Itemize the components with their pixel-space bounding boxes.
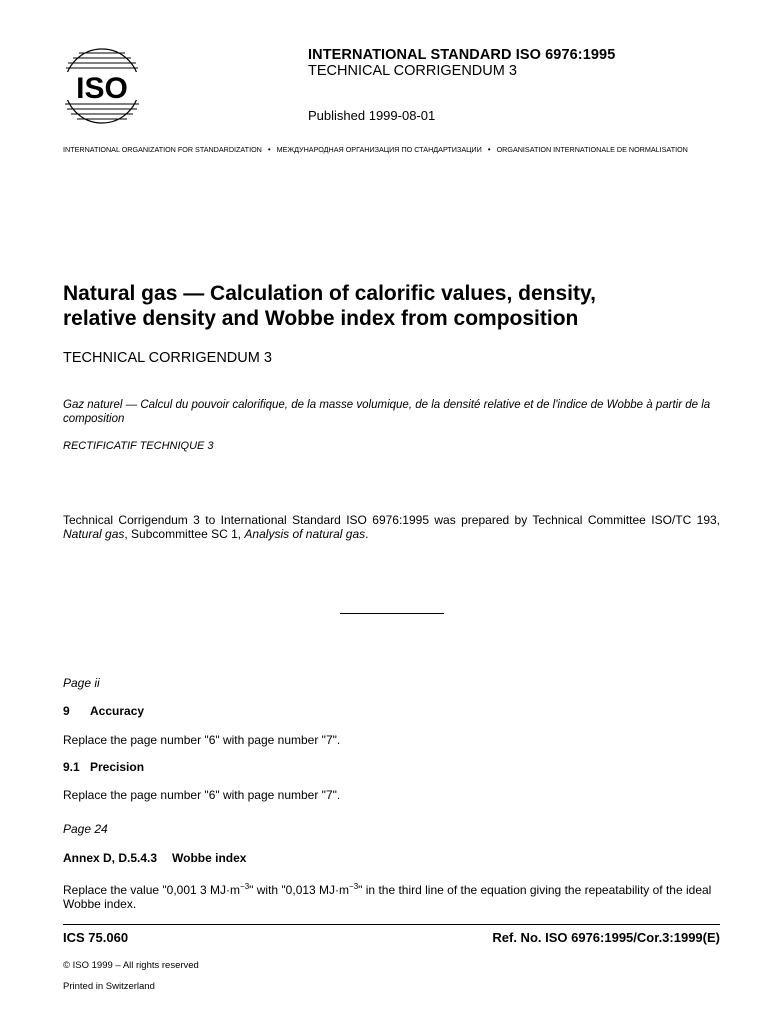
section-9-1-title: Precision	[90, 760, 145, 774]
prep-italic-1: Natural gas	[63, 527, 125, 541]
footer-rule	[63, 924, 720, 925]
copyright-notice: © ISO 1999 – All rights reserved	[63, 960, 199, 971]
document-title	[63, 281, 723, 331]
section-9-title: Accuracy	[90, 704, 145, 718]
section-divider	[340, 613, 444, 614]
annex-text-c: " in the third line of the equation giving the repeatability of the ideal Wobbe index.	[63, 883, 712, 911]
annex-reference: Annex D, D.5.4.3	[63, 851, 158, 865]
annex-title: Wobbe index	[172, 851, 247, 865]
annex-text	[63, 880, 720, 911]
section-9-1-text: Replace the page number "6" with page number "7".	[63, 788, 341, 802]
reference-number: Ref. No. ISO 6976:1995/Cor.3:1999(E)	[492, 930, 720, 945]
ics-code: ICS 75.060	[63, 930, 129, 945]
section-9-1-number: 9.1	[63, 760, 80, 774]
org-separator: •	[267, 145, 271, 154]
standard-number: INTERNATIONAL STANDARD ISO 6976:1995	[308, 47, 616, 63]
prep-text-1: Technical Corrigendum 3 to International Standard ISO 6976:1995 was prepared by Technical Committee ISO/TC 193,	[63, 513, 720, 527]
prep-text-2: , Subcommittee SC 1,	[124, 527, 245, 541]
published-date: Published 1999-08-01	[308, 108, 436, 123]
annex-text-b: " with "0,013 MJ·m	[249, 883, 350, 897]
organization-line	[63, 145, 723, 154]
annex-sup-a: −3	[240, 882, 250, 891]
section-9-text: Replace the page number "6" with page number "7".	[63, 733, 341, 747]
page-ref-ii: Page ii	[63, 676, 100, 690]
preparation-statement	[63, 513, 720, 541]
french-title: Gaz naturel — Calcul du pouvoir calorifique, de la masse volumique, de la densité relative et de l'indice de Wobbe à partir de la composition	[63, 399, 711, 425]
corrigendum-label: TECHNICAL CORRIGENDUM 3	[308, 63, 517, 79]
annex-sup-b: −3	[349, 882, 359, 891]
document-subtitle: TECHNICAL CORRIGENDUM 3	[63, 350, 272, 366]
prep-italic-2: Analysis of natural gas	[244, 527, 366, 541]
org-name-en: INTERNATIONAL ORGANIZATION FOR STANDARDIZATION	[63, 145, 262, 154]
title-line-1: Natural gas — Calculation of calorific values, density,	[63, 282, 596, 305]
prep-text-3: .	[365, 527, 369, 541]
org-separator: •	[487, 145, 491, 154]
logo-text: ISO	[76, 72, 128, 105]
section-9-number: 9	[63, 704, 70, 718]
printed-location: Printed in Switzerland	[63, 981, 155, 992]
org-name-ru: МЕЖДУНАРОДНАЯ ОРГАНИЗАЦИЯ ПО СТАНДАРТИЗАЦИИ	[276, 145, 482, 154]
page-ref-24: Page 24	[63, 822, 108, 836]
annex-text-a: Replace the value "0,001 3 MJ·m	[63, 883, 241, 897]
org-name-fr: ORGANISATION INTERNATIONALE DE NORMALISATION	[496, 145, 688, 154]
title-line-2: relative density and Wobbe index from composition	[63, 307, 579, 330]
french-subtitle: RECTIFICATIF TECHNIQUE 3	[63, 440, 214, 452]
iso-logo	[63, 48, 141, 124]
